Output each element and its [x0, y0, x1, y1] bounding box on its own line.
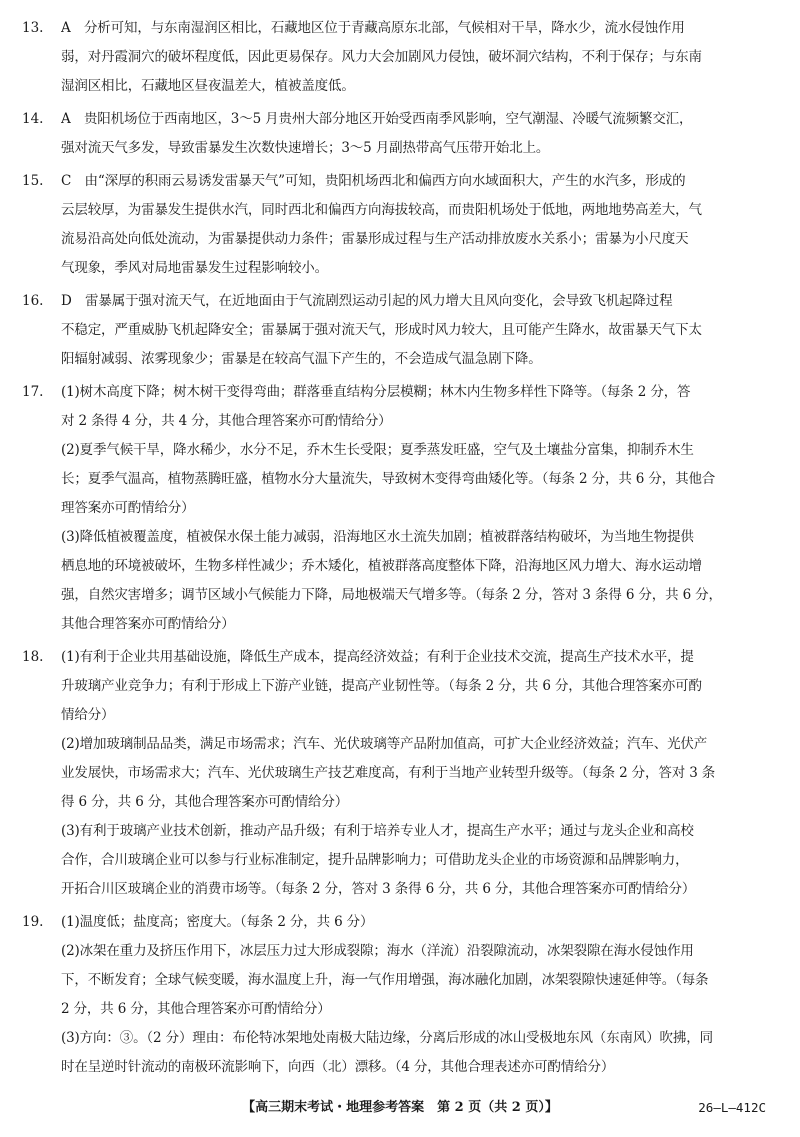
- answer-line: 开拓合川区玻璃企业的消费市场等。（每条 2 分，答对 3 条得 6 分，共 6 分，其他合理答案亦可酌情给分）: [61, 881, 696, 897]
- answer-line: 长；夏季气温高，植物蒸腾旺盛，植物水分大量流失，导致树木变得弯曲矮化等。（每条 2 分，共 6 分，其他合: [61, 471, 716, 487]
- answer-text: [61, 105, 778, 163]
- answer-line: 气现象，季风对局地雷暴发生过程影响较小。: [61, 260, 328, 276]
- answer-line: 云层较厚，为雷暴发生提供水汽，同时西北和偏西方向海拔较高，而贵阳机场处于低地，两地地势高差大，气: [61, 202, 702, 218]
- answer-line: (3)方向：③。（2 分）理由：布伦特冰架地处南极大陆边缘，分离后形成的冰山受极地东风（东南风）吹拂，同: [61, 1030, 713, 1046]
- question-number: 18.: [22, 649, 44, 665]
- answer-line: 升玻璃产业竞争力；有利于形成上下游产业链，提高产业韧性等。（每条 2 分，共 6 分，其他合理答案亦可酌: [61, 678, 702, 694]
- answer-line: 情给分）: [61, 707, 115, 723]
- answer-item-14: [22, 105, 778, 163]
- answer-line: A 贵阳机场位于西南地区，3～5 月贵州大部分地区开始受西南季风影响，空气潮湿、冷暖气流频繁交汇，: [61, 111, 693, 127]
- answer-line: 强，自然灾害增多；调节区域小气候能力下降，局地极端天气增多等。（每条 2 分，答对 3 条得 6 分，共 6 分，: [61, 587, 722, 603]
- question-number: 19.: [22, 914, 44, 930]
- answer-line: 得 6 分，共 6 分，其他合理答案亦可酌情给分）: [61, 794, 349, 810]
- question-number: 17.: [22, 384, 44, 400]
- answer-line: 2 分，共 6 分，其他合理答案亦可酌情给分）: [61, 1001, 331, 1017]
- answer-line: 时在呈逆时针流动的南极环流影响下，向西（北）漂移。（4 分，其他合理表述亦可酌情给分）: [61, 1059, 615, 1075]
- answer-text: [61, 287, 778, 374]
- answer-text: [61, 167, 778, 283]
- answer-line: (1)有利于企业共用基础设施，降低生产成本，提高经济效益；有利于企业技术交流，提高生产技术水平，提: [61, 649, 694, 665]
- answer-line: 理答案亦可酌情给分）: [61, 500, 195, 516]
- question-number: 16.: [22, 293, 44, 309]
- answer-list: [22, 14, 778, 1082]
- question-number: 13.: [22, 20, 44, 36]
- answer-item-17: [22, 378, 778, 639]
- answer-line: 业发展快，市场需求大；汽车、光伏玻璃生产技艺难度高，有利于当地产业转型升级等。（每条 2 分，答对 3 条: [61, 765, 716, 781]
- answer-item-13: [22, 14, 778, 101]
- answer-line: (1)温度低；盐度高；密度大。（每条 2 分，共 6 分）: [61, 914, 374, 930]
- footer-code: 26—L—412C: [698, 1100, 766, 1115]
- answer-item-16: [22, 287, 778, 374]
- answer-text: [61, 908, 778, 1082]
- answer-line: (2)增加玻璃制品品类，满足市场需求；汽车、光伏玻璃等产品附加值高，可扩大企业经济效益；汽车、光伏产: [61, 736, 708, 752]
- answer-line: 栖息地的环境被破坏，生物多样性减少；乔木矮化，植被群落高度整体下降，沿海地区风力增大、海水运动增: [61, 558, 702, 574]
- answer-line: 不稳定，严重威胁飞机起降安全；雷暴属于强对流天气，形成时风力较大，且可能产生降水，故雷暴天气下太: [61, 322, 702, 338]
- answer-line: 阳辐射减弱、浓雾现象少；雷暴是在较高气温下产生的，不会造成气温急剧下降。: [61, 351, 542, 367]
- answer-line: 弱，对丹霞洞穴的破坏程度低，因此更易保存。风力大会加剧风力侵蚀，破坏洞穴结构，不利于保存；与东南: [61, 49, 702, 65]
- answer-line: 湿润区相比，石藏地区昼夜温差大，植被盖度低。: [61, 78, 355, 94]
- answer-line: (3)有利于玻璃产业技术创新，推动产品升级；有利于培养专业人才，提高生产水平；通过与龙头企业和高校: [61, 823, 694, 839]
- answer-line: 流易沿高处向低处流动，为雷暴提供动力条件；雷暴形成过程与生产活动排放废水关系小；雷暴为小尺度天: [61, 231, 689, 247]
- answer-item-19: [22, 908, 778, 1082]
- answer-item-15: [22, 167, 778, 283]
- answer-line: D 雷暴属于强对流天气，在近地面由于气流剧烈运动引起的风力增大且风向变化，会导致飞机起降过程: [61, 293, 673, 309]
- answer-line: 强对流天气多发，导致雷暴发生次数快速增长；3～5 月副热带高气压带开始北上。: [61, 140, 550, 156]
- answer-text: [61, 14, 778, 101]
- answer-line: 合作，合川玻璃企业可以参与行业标准制定，提升品牌影响力；可借助龙头企业的市场资源和品牌影响力，: [61, 852, 689, 868]
- answer-line: (2)冰架在重力及挤压作用下，冰层压力过大形成裂隙；海水（洋流）沿裂隙流动，冰架裂隙在海水侵蚀作用: [61, 943, 694, 959]
- answer-text: [61, 643, 778, 904]
- answer-text: [61, 378, 778, 639]
- answer-line: A 分析可知，与东南湿润区相比，石藏地区位于青藏高原东北部，气候相对干旱，降水少，流水侵蚀作用: [61, 20, 685, 36]
- answer-line: 其他合理答案亦可酌情给分）: [61, 616, 235, 632]
- answer-line: (1)树木高度下降；树木树干变得弯曲；群落垂直结构分层模糊；林木内生物多样性下降等。（每条 2 分，答: [61, 384, 691, 400]
- answer-item-18: [22, 643, 778, 904]
- question-number: 14.: [22, 111, 44, 127]
- answer-line: 对 2 条得 4 分，共 4 分，其他合理答案亦可酌情给分）: [61, 413, 392, 429]
- footer-title: 【高三期末考试・地理参考答案 第 2 页（共 2 页）】: [242, 1100, 558, 1115]
- answer-line: (3)降低植被覆盖度，植被保水保土能力减弱，沿海地区水土流失加剧；植被群落结构破坏，为当地生物提供: [61, 529, 694, 545]
- question-number: 15.: [22, 173, 44, 189]
- answer-line: (2)夏季气候干旱，降水稀少，水分不足，乔木生长受限；夏季蒸发旺盛，空气及土壤盐分富集，抑制乔木生: [61, 442, 694, 458]
- answer-line: 下，不断发育；全球气候变暖，海水温度上升，海一气作用增强，海冰融化加剧，冰架裂隙快速延伸等。（每条: [61, 972, 709, 988]
- answer-line: C 由“深厚的积雨云易诱发雷暴天气”可知，贵阳机场西北和偏西方向水域面积大，产生的水汽多，形成的: [61, 173, 686, 189]
